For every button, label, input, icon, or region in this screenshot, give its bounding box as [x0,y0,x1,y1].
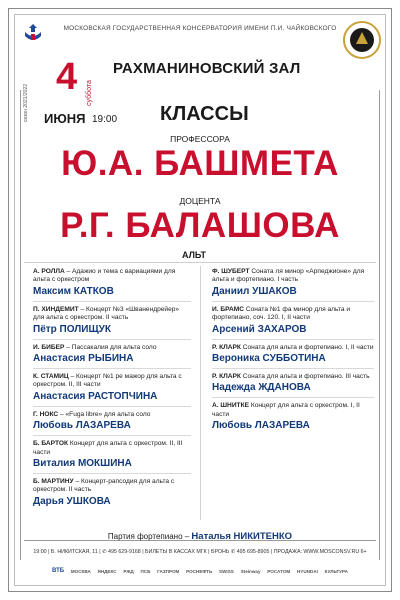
program-item [33,411,191,436]
performer: Даниил УШАКОВ [212,285,297,297]
work: Концерт для альта с оркестром. I, II части [212,402,360,418]
sponsor-logo: ЯНДЕКС [97,568,117,574]
footer-info: 19:00 | Б. НИКИТСКАЯ, 11 | ✆ 495 629-9168 | БИЛЕТЫ В КАССАХ МГК | БРОНЬ ✆ 495 695-8905 | ПРОДАЖА: WWW.MOSCONSV.RU 6+ [33,549,367,555]
program-item [33,440,191,474]
composer: Б. МАРТИНУ [33,478,74,486]
composer: И. БРАМС [212,305,244,313]
composer: А. ШНИТКЕ [212,402,250,410]
composer: Б. БАРТОК [33,440,68,448]
professor-label: ПРОФЕССОРА [170,134,230,144]
program-item [212,306,374,340]
performer: Арсений ЗАХАРОВ [212,323,307,335]
performer: Анастасия РАСТОПЧИНА [33,390,158,402]
program-item [212,268,374,302]
sponsor-logo: КУЛЬТУРА [324,568,348,574]
program-left-column [33,268,191,515]
conservatory-name: МОСКОВСКАЯ ГОСУДАРСТВЕННАЯ КОНСЕРВАТОРИЯ ИМЕНИ П.И. ЧАЙКОВСКОГО [63,25,337,32]
sponsor-logo: ВТБ [52,568,65,574]
program-item [212,344,374,369]
sponsor-logo: РОСАТОМ [267,568,291,574]
sponsor-logo: РЖД [123,568,134,574]
pianist-name: Наталья НИКИТЕНКО [191,531,293,542]
sponsor-logo: SWISS [219,568,234,574]
docent-name: Р.Г. БАЛАШОВА [60,206,340,245]
composer: П. ХИНДЕМИТ [33,305,79,313]
sponsor-logo: Steinway [240,568,261,574]
sponsor-logo: HYUNDAI [296,568,318,574]
performer: Вероника СУББОТИНА [212,353,326,365]
composer: Ф. ШУБЕРТ [212,268,250,275]
composer: Р. КЛАРК [212,373,241,381]
work: Соната №1 фа минор для альта и фортепиано, соч. 120. I, II части [212,305,351,322]
sponsor-strip [52,566,348,576]
concert-time: 19:00 [92,114,118,125]
composer: К. СТАМИЦ [33,373,69,381]
composer: И. БИБЕР [33,343,65,351]
concert-month: ИЮНЯ [44,111,86,126]
performer: Пётр ПОЛИЩУК [33,323,111,335]
program-item [33,373,191,407]
work: – «Fuga libre» для альта соло [58,410,151,418]
professor-name: Ю.А. БАШМЕТА [61,144,339,183]
work: Соната для альта и фортепиано. I, II части [240,343,374,351]
performer: Виталия МОКШИНА [33,458,132,470]
performer: Дарья УШКОВА [33,495,111,507]
work: – Концерт-рапсодия для альта с оркестром. II часть [33,478,175,494]
pianist-line [0,531,400,542]
performer: Надежда ЖДАНОВА [212,382,311,394]
concert-weekday: суббота [86,80,93,106]
composer: Р. КЛАРК [212,343,241,351]
performer: Любовь ЛАЗАРЕВА [33,420,131,432]
hall-name: РАХМАНИНОВСКИЙ ЗАЛ [113,60,301,77]
docent-label: ДОЦЕНТА [179,196,221,206]
performer: Анастасия РЫБИНА [33,353,134,365]
sponsor-logo: МОСКВА [70,568,91,574]
concert-day: 4 [56,56,78,98]
program-item [33,478,191,511]
work: – Концерт №1 ре мажор для альта с оркестром. II, III части [33,373,182,389]
program-item [33,268,191,302]
frame-deco-line [24,262,376,263]
season-label: сезон 2021/2022 [23,84,29,122]
sponsor-logo: ПСБ [140,568,151,574]
program-item [212,402,374,435]
program-right-column [212,268,374,439]
event-title: КЛАССЫ [160,103,249,125]
work: Соната ля минор «Арпеджионе» для альта и фортепиано. I часть [212,268,365,284]
program-item [33,306,191,340]
instrument-label: АЛЬТ [182,250,206,260]
work: – Пассакалия для альта соло [64,343,157,351]
sponsor-logo: РОСНЕФТЬ [186,568,213,574]
frame-deco-line [200,266,201,520]
work: Концерт для альта с оркестром. II, III части [33,440,183,456]
pianist-label: Партия фортепиано – [107,532,192,541]
composer: А. РОЛЛА [33,268,65,275]
performer: Любовь ЛАЗАРЕВА [212,420,310,432]
work: – Адажио и тема с вариациями для альта с оркестром [33,268,176,284]
composer: Г. НОКС [33,410,59,418]
work: Соната для альта и фортепиано. III часть [240,373,370,381]
program-item [33,344,191,369]
program-item [212,373,374,398]
performer: Максим КАТКОВ [33,285,114,297]
work: – Концерт №3 «Шванендрейер» для альта с оркестром. II часть [33,305,180,322]
sponsor-logo: ГАЗПРОМ [157,568,180,574]
